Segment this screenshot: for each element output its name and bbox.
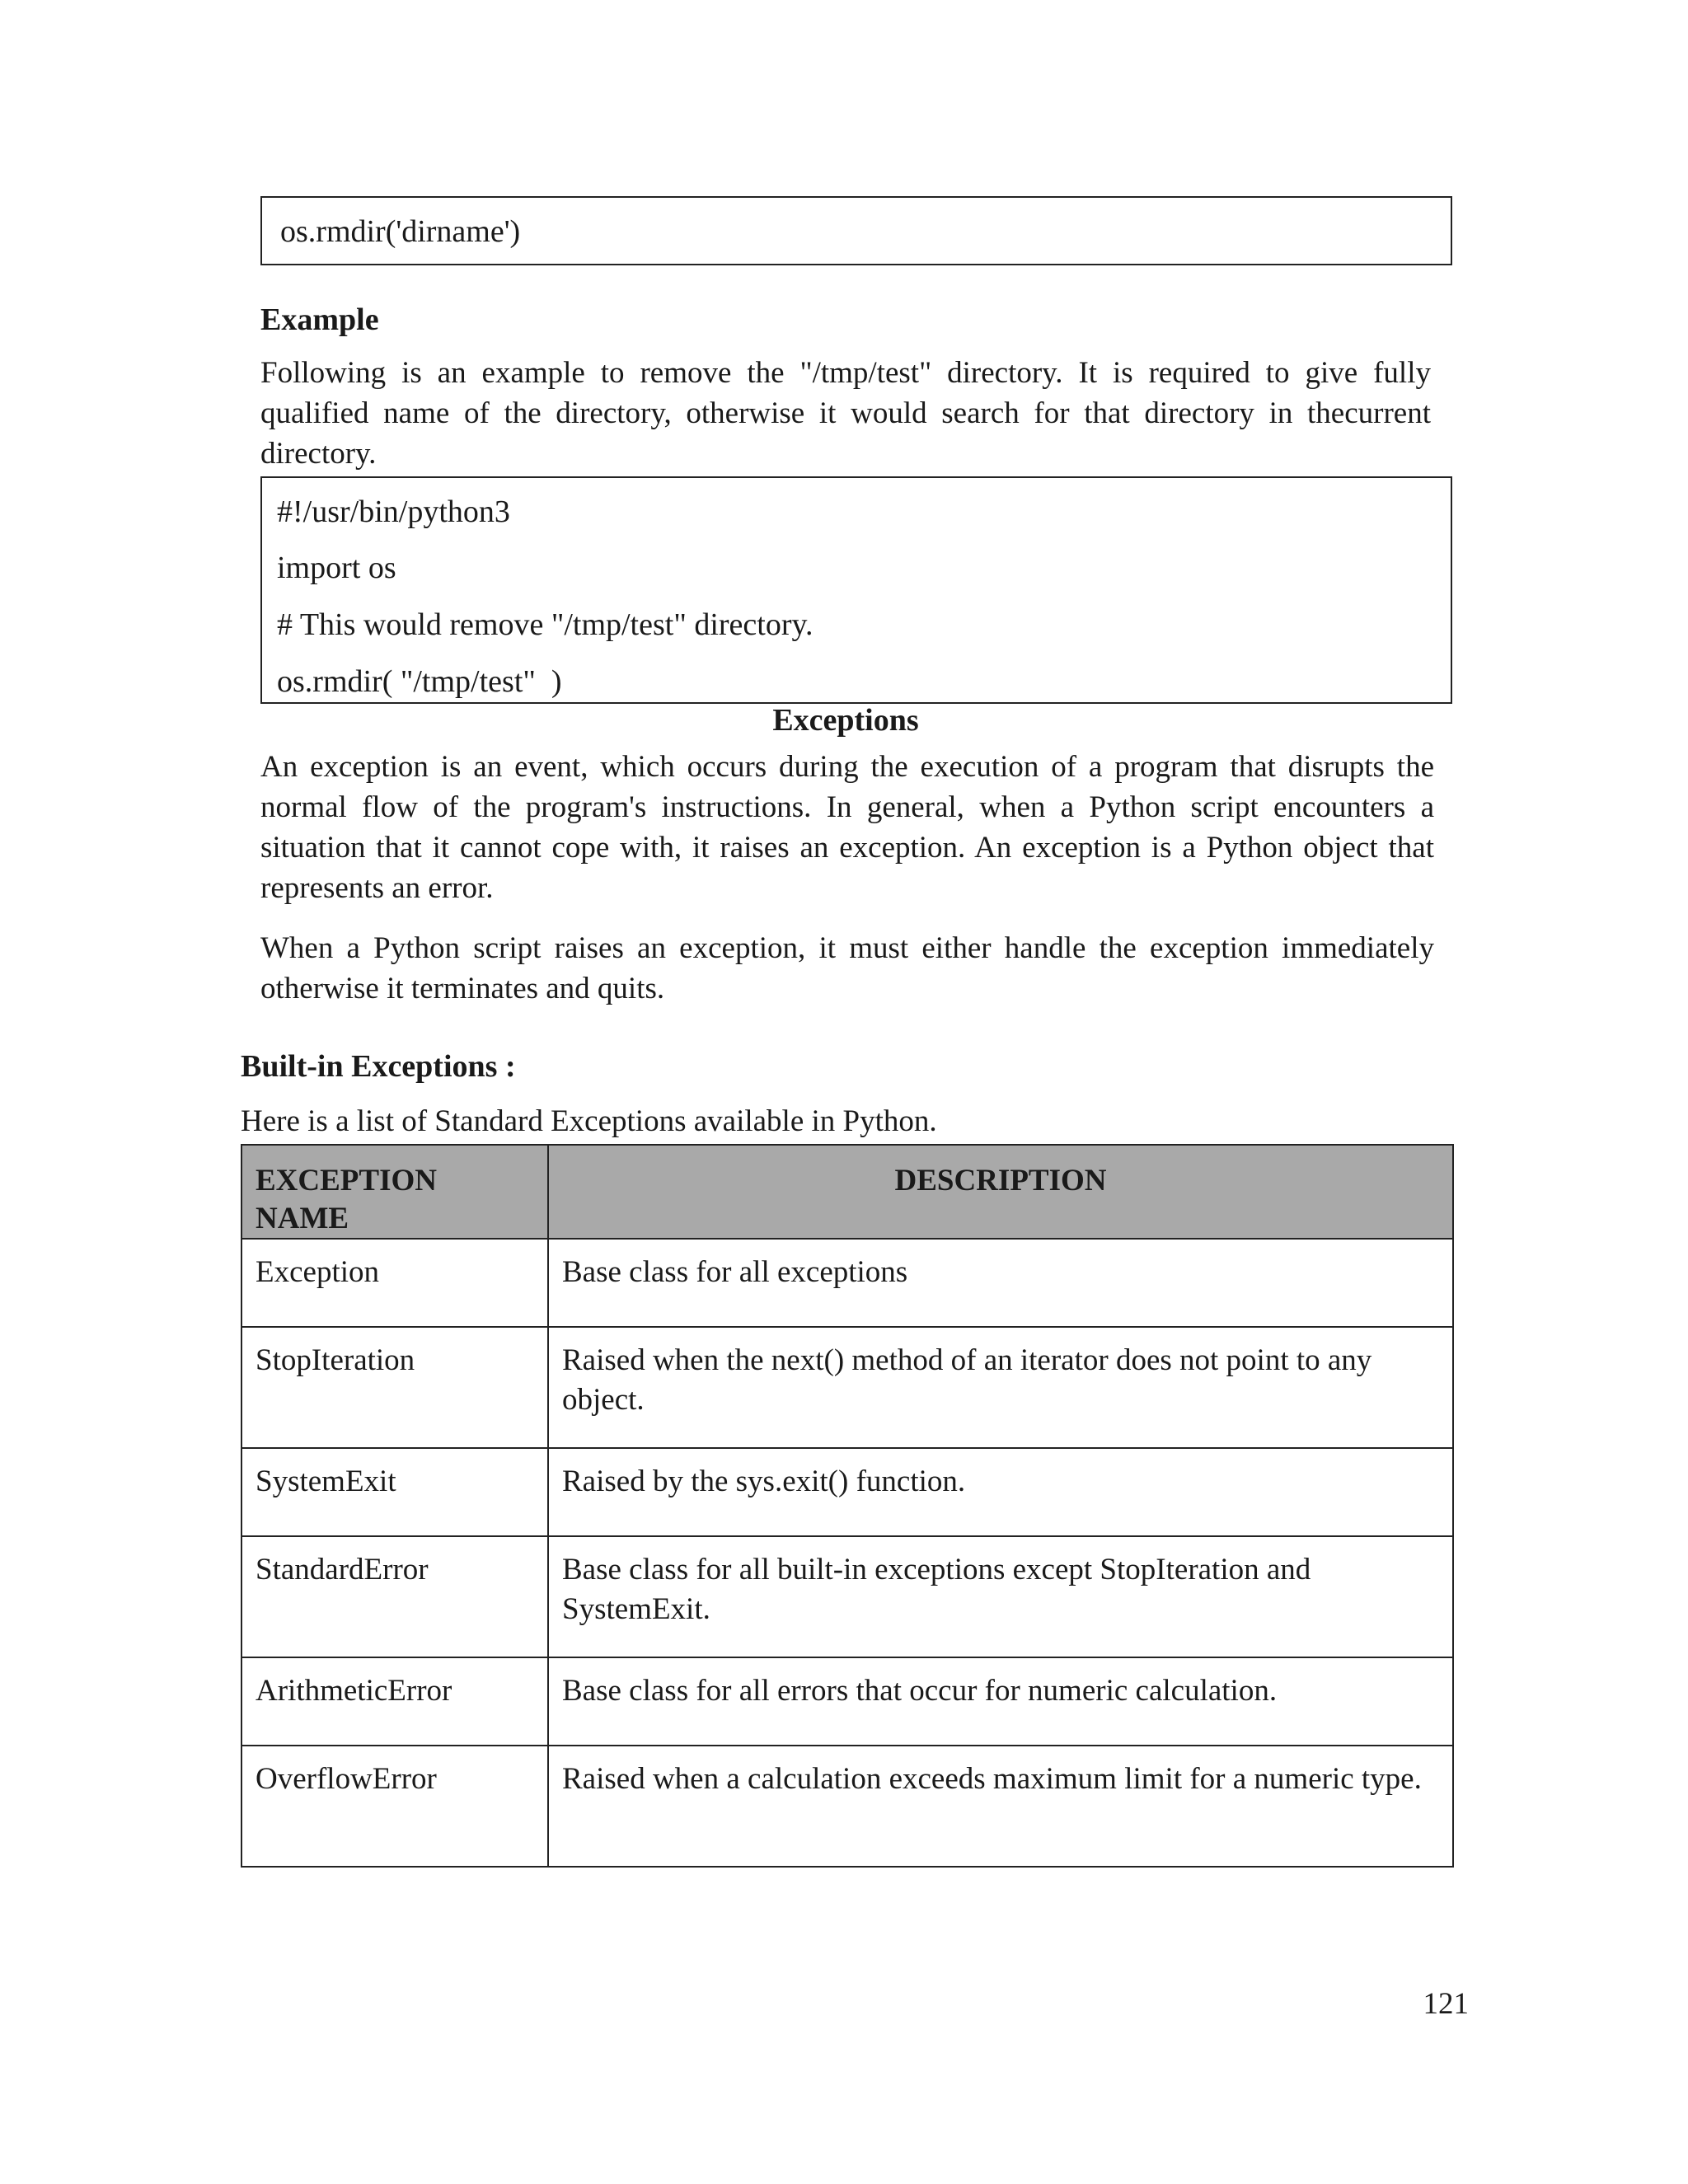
syntax-code-line: os.rmdir('dirname') (280, 214, 521, 249)
table-row (241, 1239, 1453, 1327)
page-number: 121 (1423, 1987, 1469, 2021)
example-paragraph-line: directory. (260, 437, 377, 471)
builtin-exceptions-heading: Built-in Exceptions : (241, 1049, 516, 1084)
exception-description-cell: Raised when the next() method of an iterator does not point to any object. (548, 1327, 1453, 1448)
table-row (241, 1657, 1453, 1746)
exception-description-cell: Base class for all built-in exceptions except StopIteration and SystemExit. (548, 1536, 1453, 1657)
exception-name-cell: SystemExit (241, 1448, 548, 1536)
example-paragraph (260, 353, 1431, 474)
exception-name-cell: StandardError (241, 1536, 548, 1657)
table-row (241, 1327, 1453, 1448)
exceptions-paragraph-line: situation that it cannot cope with, it raises an exception. An exception is a Python object that (260, 831, 1434, 865)
code-line: import os (277, 551, 396, 585)
exceptions-paragraph-2 (260, 928, 1434, 1009)
exception-description-cell: Raised when a calculation exceeds maximum limit for a numeric type. (548, 1746, 1453, 1867)
example-heading: Example (260, 302, 379, 337)
example-code-box (260, 476, 1452, 704)
exceptions-heading: Exceptions (772, 703, 919, 738)
table-header-row (241, 1145, 1453, 1239)
exceptions-paragraph-line: represents an error. (260, 871, 494, 905)
exception-name-cell: ArithmeticError (241, 1657, 548, 1746)
exception-description-cell: Base class for all errors that occur for numeric calculation. (548, 1657, 1453, 1746)
exceptions-table (241, 1144, 1454, 1868)
table-row (241, 1448, 1453, 1536)
exceptions-paragraph-line: An exception is an event, which occurs during the execution of a program that disrupts the (260, 750, 1434, 784)
code-line: #!/usr/bin/python3 (277, 494, 510, 529)
exceptions-paragraph-line: normal flow of the program's instructions. In general, when a Python script encounters a (260, 790, 1434, 824)
code-line: os.rmdir( "/tmp/test" ) (277, 664, 562, 699)
exceptions-paragraph-1 (260, 747, 1434, 908)
table-row (241, 1746, 1453, 1867)
exception-description-cell: Base class for all exceptions (548, 1239, 1453, 1327)
exceptions-paragraph-line: otherwise it terminates and quits. (260, 972, 665, 1005)
example-paragraph-line: qualified name of the directory, otherwise it would search for that directory in thecurrent (260, 396, 1431, 430)
header-exception-name: EXCEPTION NAME (241, 1145, 548, 1239)
example-paragraph-line: Following is an example to remove the "/tmp/test" directory. It is required to give fully (260, 356, 1431, 390)
builtin-intro: Here is a list of Standard Exceptions available in Python. (241, 1104, 937, 1138)
exception-name-cell: Exception (241, 1239, 548, 1327)
code-line: # This would remove "/tmp/test" directory. (277, 607, 814, 642)
exception-description-cell: Raised by the sys.exit() function. (548, 1448, 1453, 1536)
header-description: DESCRIPTION (548, 1145, 1453, 1239)
syntax-code-box (260, 196, 1452, 265)
table-row (241, 1536, 1453, 1657)
exception-name-cell: StopIteration (241, 1327, 548, 1448)
exceptions-paragraph-line: When a Python script raises an exception, it must either handle the exception immediately (260, 931, 1434, 965)
exception-name-cell: OverflowError (241, 1746, 548, 1867)
